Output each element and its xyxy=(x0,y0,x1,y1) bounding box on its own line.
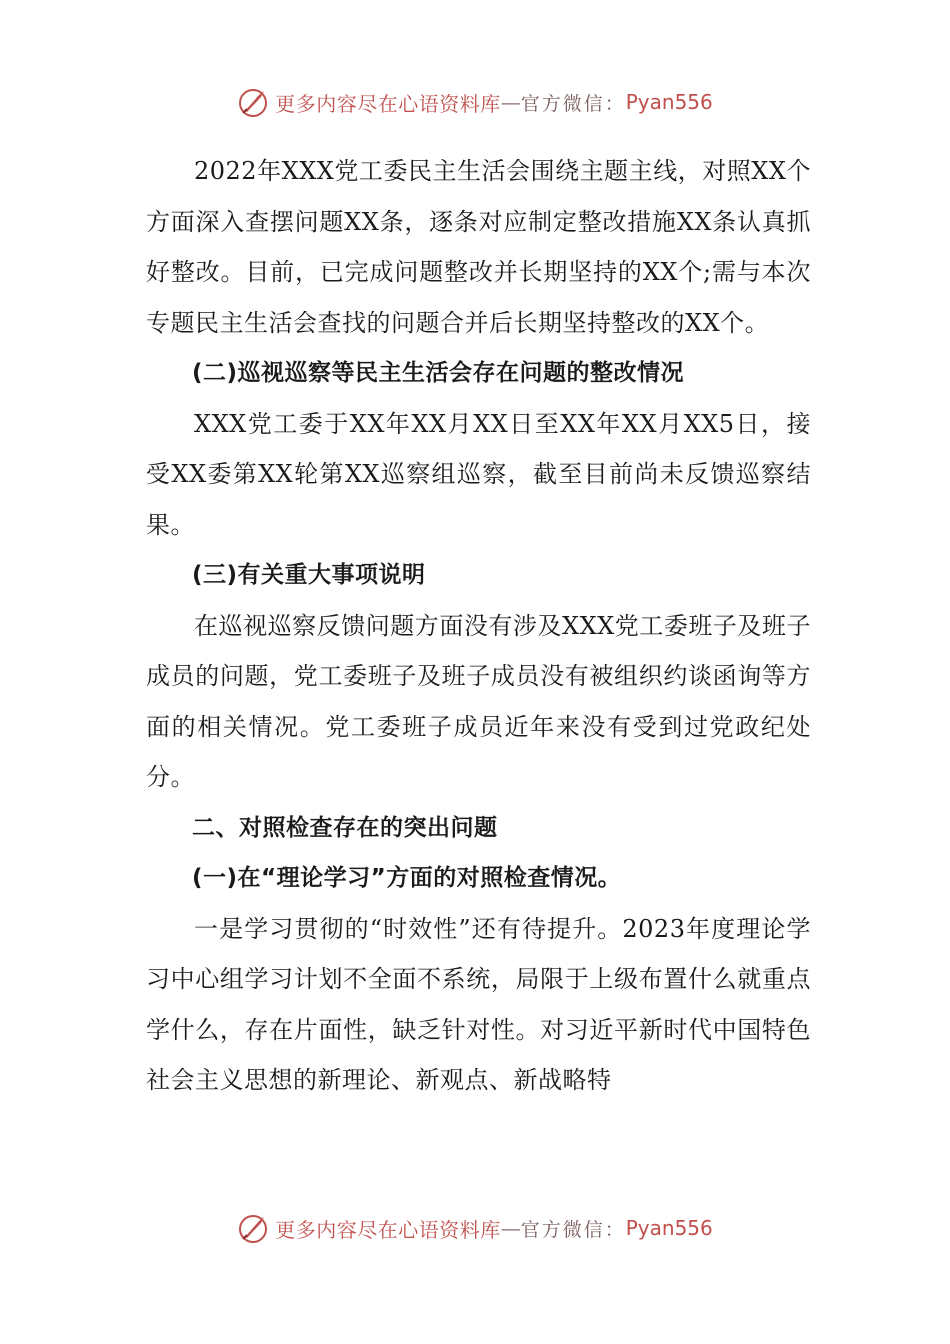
chapter-heading: 二、对照检查存在的突出问题 xyxy=(192,814,498,841)
paragraph-2: XXX党工委于XX年XX月XX日至XX年XX月XX5日，接受XX委第XX轮第XX巡察组巡察，截至目前尚未反馈巡察结果。 xyxy=(146,409,811,539)
quill-pen-logo-icon xyxy=(237,85,271,119)
wechat-id: Pyan556 xyxy=(625,90,713,114)
paragraph-4: 一是学习贯彻的“时效性”还有待提升。2023年度理论学习中心组学习计划不全面不系统，局限于上级布置什么就重点学什么，存在片面性，缺乏针对性。对习近平新时代中国特色社会主义思想的新理论、新观点、新战略特 xyxy=(146,914,811,1094)
brand-text: 更多内容尽在心语资料库 xyxy=(275,91,501,116)
quill-pen-logo-icon xyxy=(237,1211,271,1245)
document-body xyxy=(146,146,811,1106)
wechat-id: Pyan556 xyxy=(625,1216,713,1240)
section-heading-1: (一)在“理论学习”方面的对照检查情况。 xyxy=(192,865,622,891)
separator: — xyxy=(500,90,521,114)
header-banner xyxy=(0,82,950,122)
wechat-label: 官方微信： xyxy=(520,92,626,115)
section-heading-3: (三)有关重大事项说明 xyxy=(192,562,426,588)
section-heading-2: (二)巡视巡察等民主生活会存在问题的整改情况 xyxy=(192,360,685,386)
footer-banner xyxy=(0,1208,950,1248)
separator: — xyxy=(500,1216,521,1240)
paragraph-3: 在巡视巡察反馈问题方面没有涉及XXX党工委班子及班子成员的问题，党工委班子及班子成员没有被组织约谈函询等方面的相关情况。党工委班子成员近年来没有受到过党政纪处分。 xyxy=(146,611,811,791)
brand-text: 更多内容尽在心语资料库 xyxy=(275,1217,501,1242)
paragraph-1: 2022年XXX党工委民主生活会围绕主题主线，对照XX个方面深入查摆问题XX条，逐条对应制定整改措施XX条认真抓好整改。目前，已完成问题整改并长期坚持的XX个;需与本次专题民主生活会查找的问题合并后长期坚持整改的XX个。 xyxy=(146,157,811,337)
wechat-label: 官方微信： xyxy=(520,1218,626,1241)
